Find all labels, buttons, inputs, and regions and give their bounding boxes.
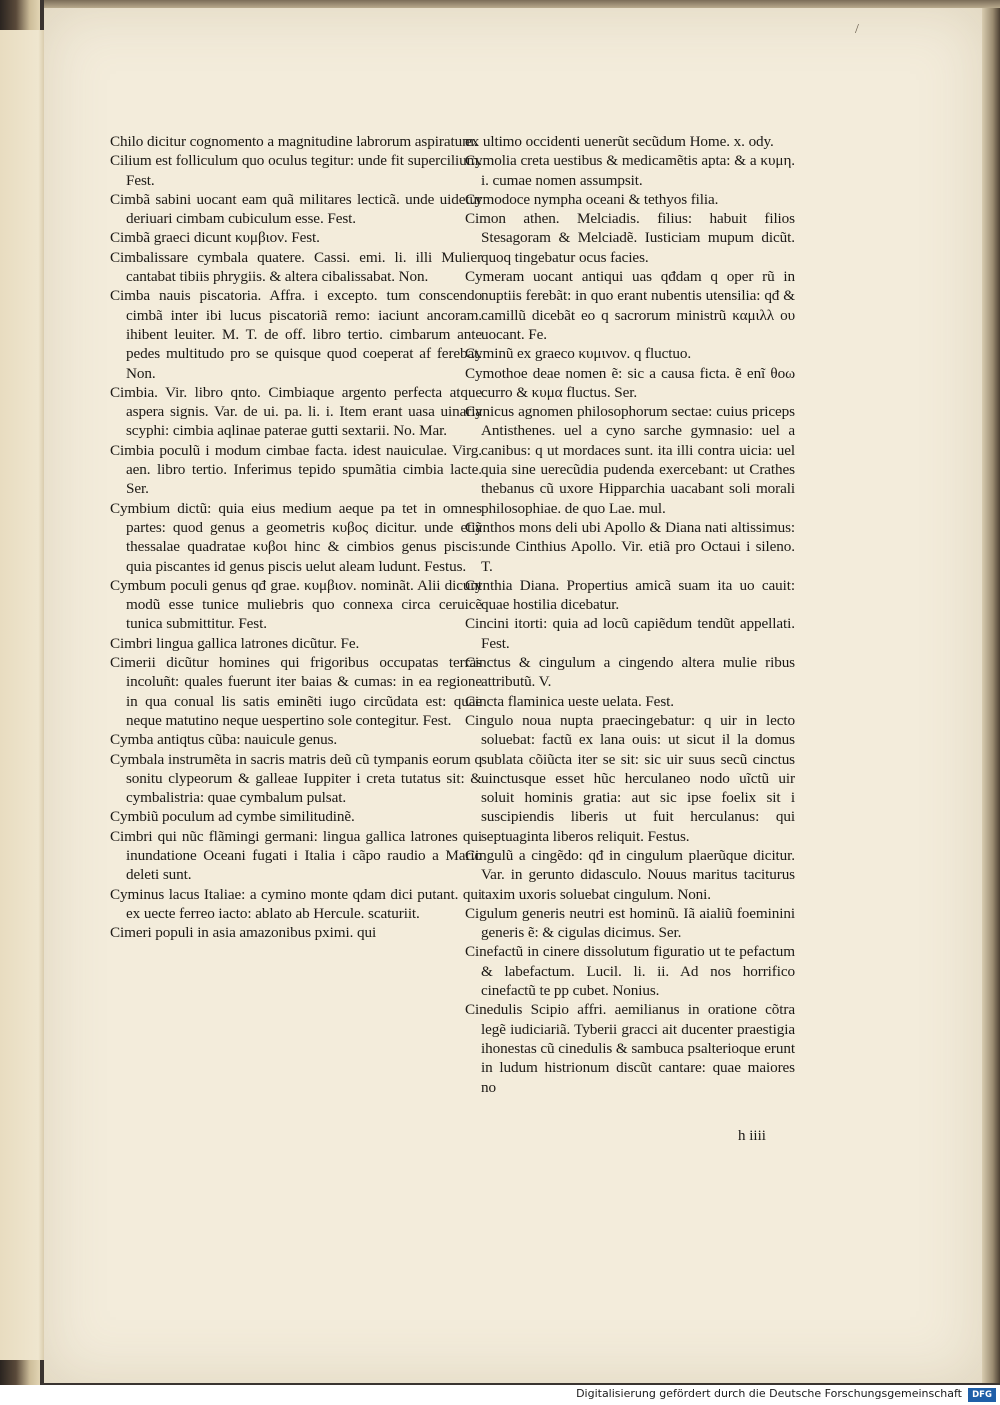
dictionary-entry: Cimbri qui nũc flãmingi germani: lingua gallica latrones qui inundatione Oceani fugati i Italia i cãpo raudio a Mario deleti sunt. — [110, 827, 482, 884]
dictionary-entry: Cilium est folliculum quo oculus tegitur: unde fit supercilium. Fest. — [110, 152, 482, 189]
dictionary-entry: Cymba antiqtus cũba: nauicule genus. — [110, 731, 338, 749]
dictionary-entry: Cimbri lingua gallica latrones dicũtur. Fe. — [110, 634, 360, 652]
dfg-logo: DFG — [968, 1388, 996, 1402]
funding-credit: Digitalisierung gefördert durch die Deutsche Forschungsgemeinschaft — [576, 1387, 962, 1400]
dictionary-entry: Cinedulis Scipio affri. aemilianus in oratione cõtra legẽ iudiciariã. Tyberii gracci ait ducenter praestigia ihonestas cũ cinedulis & sambuca psalterioque erunt in ludum histrionum discũt cantare: quae maiores no — [465, 1001, 795, 1096]
dictionary-entry: Cymbiũ poculum ad cymbe similitudinẽ. — [110, 808, 355, 826]
dictionary-entry: Cimbã graeci dicunt κυμβιον. Fest. — [110, 229, 320, 247]
dictionary-entry: Cimbia. Vir. libro qnto. Cimbiaque argento perfecta atque aspera signis. Var. de ui. pa. li. i. Item erant uasa uinaria scyphi: cimbia aqlinae paterae gutti sextarii. No. Mar. — [110, 383, 482, 440]
dictionary-entry: Cingulũ a cingẽdo: qđ in cingulum plaerũque dicitur. Var. in gerunto didasculo. Nouus maritus taciturus taxim uxoris soluebat cingulum. Noni. — [465, 846, 795, 903]
dictionary-entry: Chilo dicitur cognomento a magnitudine labrorum aspiratum. — [110, 133, 478, 150]
dictionary-entry: Cigulum generis neutri est hominũ. Iã aialiũ foeminini generis ẽ: & cigulas dicimus. Ser. — [465, 904, 795, 942]
corner-mark: / — [855, 22, 859, 37]
signature-mark: h iiii — [738, 1128, 766, 1144]
dictionary-entry: Cincini itorti: quia ad locũ capiẽdum tendũt appellati. Fest. — [465, 615, 795, 652]
dictionary-entry: Cyminus lacus Italiae: a cymino monte qdam dici putant. qui ex uecte ferreo iacto: ablato ab Hercule. scaturiit. — [110, 885, 482, 922]
dictionary-entry: Cinefactũ in cinere dissolutum figuratio ut te pefactum & labefactum. Lucil. li. ii. Ad nos horrifico cinefactũ te pp cubet. Nonius. — [465, 943, 795, 1000]
dictionary-entry: ex ultimo occidenti uenerũt secũdum Home. x. ody. — [465, 133, 774, 150]
dictionary-entry: Cingulo noua nupta praecingebatur: q uir in lecto soluebat: factũ ex lana ouis: ut sicut il la domus sublata cõiũcta iter se sit: sic uir suus secũ cinctus uinctusque esset hũc herculaneo nodo uĩctũ uir soluit hominis gratia: aut sic ipse foelix sit i suscipiendis liberis ut fuit herculanus: qui septuaginta liberos reliquit. Festus. — [465, 711, 795, 845]
footer-bar — [0, 1385, 1000, 1405]
dictionary-entry: Cyminũ ex graeco κυμινον. q fluctuo. — [465, 345, 692, 363]
dictionary-entry: Cimba nauis piscatoria. Affra. i excepto. tum conscendo cimbã inter ibi lucus piscatoriã remo: iaciunt ancoram. ihibent leuiter. M. T. de off. libro tertio. cimbarum ante pedes multitudo pro se quisque quod coeperat af ferebat. Non. — [110, 287, 482, 382]
dictionary-entry: Cymolia creta uestibus & medicamẽtis apta: & a κυμη. i. cumae nomen assumpsit. — [465, 152, 795, 189]
dictionary-entry: Cimbia poculũ i modum cimbae facta. idest nauiculae. Virg. aen. libro tertio. Inferimus tepido spumãtia cimbia lacte. Ser. — [110, 441, 482, 498]
dictionary-entry: Cimeri populi in asia amazonibus pximi. qui — [110, 924, 377, 942]
dictionary-entry: Cinctus & cingulum a cingendo altera mulie ribus attributũ. V. — [465, 654, 795, 691]
dictionary-entry: Cymodoce nympha oceani & tethyos filia. — [465, 190, 719, 208]
dictionary-entry: Cynthia Diana. Propertius amicã suam ita uo cauit: quae hostilia dicebatur. — [465, 576, 795, 614]
dictionary-entry: Cymbala instrumẽta in sacris matris deũ cũ tympanis eorum q sonitu clypeorum & galleae Iuppiter i creta tutatus sit: & cymbalistria: quae cymbalum pulsat. — [110, 750, 482, 807]
left-column — [110, 132, 482, 942]
previous-page-strip — [0, 30, 48, 1360]
dictionary-entry: Cimon athen. Melciadis. filius: habuit filios Stesagoram & Melciadẽ. Iusticiam mupum dicũt. quoq tingebatur ocus facies. — [465, 210, 795, 266]
dictionary-entry: Cymeram uocant antiqui uas qđdam q oper rũ in nuptiis ferebãt: in quo erant nubentis utensilia: qđ & camillũ dicebãt eo q sacrorum ministrũ καμιλλ ου uocant. Fe. — [465, 268, 795, 343]
dictionary-entry: Cynthos mons deli ubi Apollo & Diana nati altissimus: unde Cinthius Apollo. Vir. etiã pro Octaui i sileno. T. — [465, 518, 795, 575]
dictionary-entry: Cymbium dictũ: quia eius medium aeque pa tet in omnes partes: quod genus a geometris κυβος dicitur. unde etiã thessalae quadratae κυβοι hinc & cimbios genus piscis: quia piscantes id genus piscis uelut aleam ludunt. Festus. — [110, 499, 482, 575]
dictionary-entry: Cymbum poculi genus qđ grae. κυμβιον. nominãt. Alii dicunt modũ esse tunice muliebris quo connexa circa ceruicẽ tunica submittitur. Fest. — [110, 576, 482, 633]
dictionary-entry: Cimerii dicũtur homines qui frigoribus occupatas terras incoluñt: quales fuerunt iter baias & cumas: in ea regione in qua conual lis satis eminẽti iugo circũdata est: quae neque matutino neque uespertino sole contegitur. Fest. — [110, 654, 482, 729]
right-column — [465, 132, 795, 1097]
dictionary-entry: Cincta flaminica ueste uelata. Fest. — [465, 692, 674, 710]
dictionary-entry: Cimbã sabini uocant eam quã militares lecticã. unde uidetur deriuari cimbam cubiculum esse. Fest. — [110, 190, 482, 228]
previous-page-fragment — [0, 30, 48, 130]
dictionary-entry: Cimbalissare cymbala quatere. Cassi. emi. li. illi Mulier cantabat tibiis phrygiis. & altera cibalissabat. Non. — [110, 248, 482, 286]
dictionary-entry: Cynicus agnomen philosophorum sectae: cuius priceps Antisthenes. uel a cyno sarche gymnasio: uel a canibus: q ut mordaces sunt. ita illi contra uicia: uel quia sine uerecũdia pudenda exercebant: ut Crathes thebanus cũ uxore Hipparchia uacabant soli morali philosophiae. de quo Lae. mul. — [465, 403, 795, 517]
page-stack-edge — [982, 8, 1000, 1383]
dictionary-entry: Cymothoe deae nomen ẽ: sic a causa ficta. ẽ enĩ θοω curro & κυμα fluctus. Ser. — [465, 364, 795, 401]
